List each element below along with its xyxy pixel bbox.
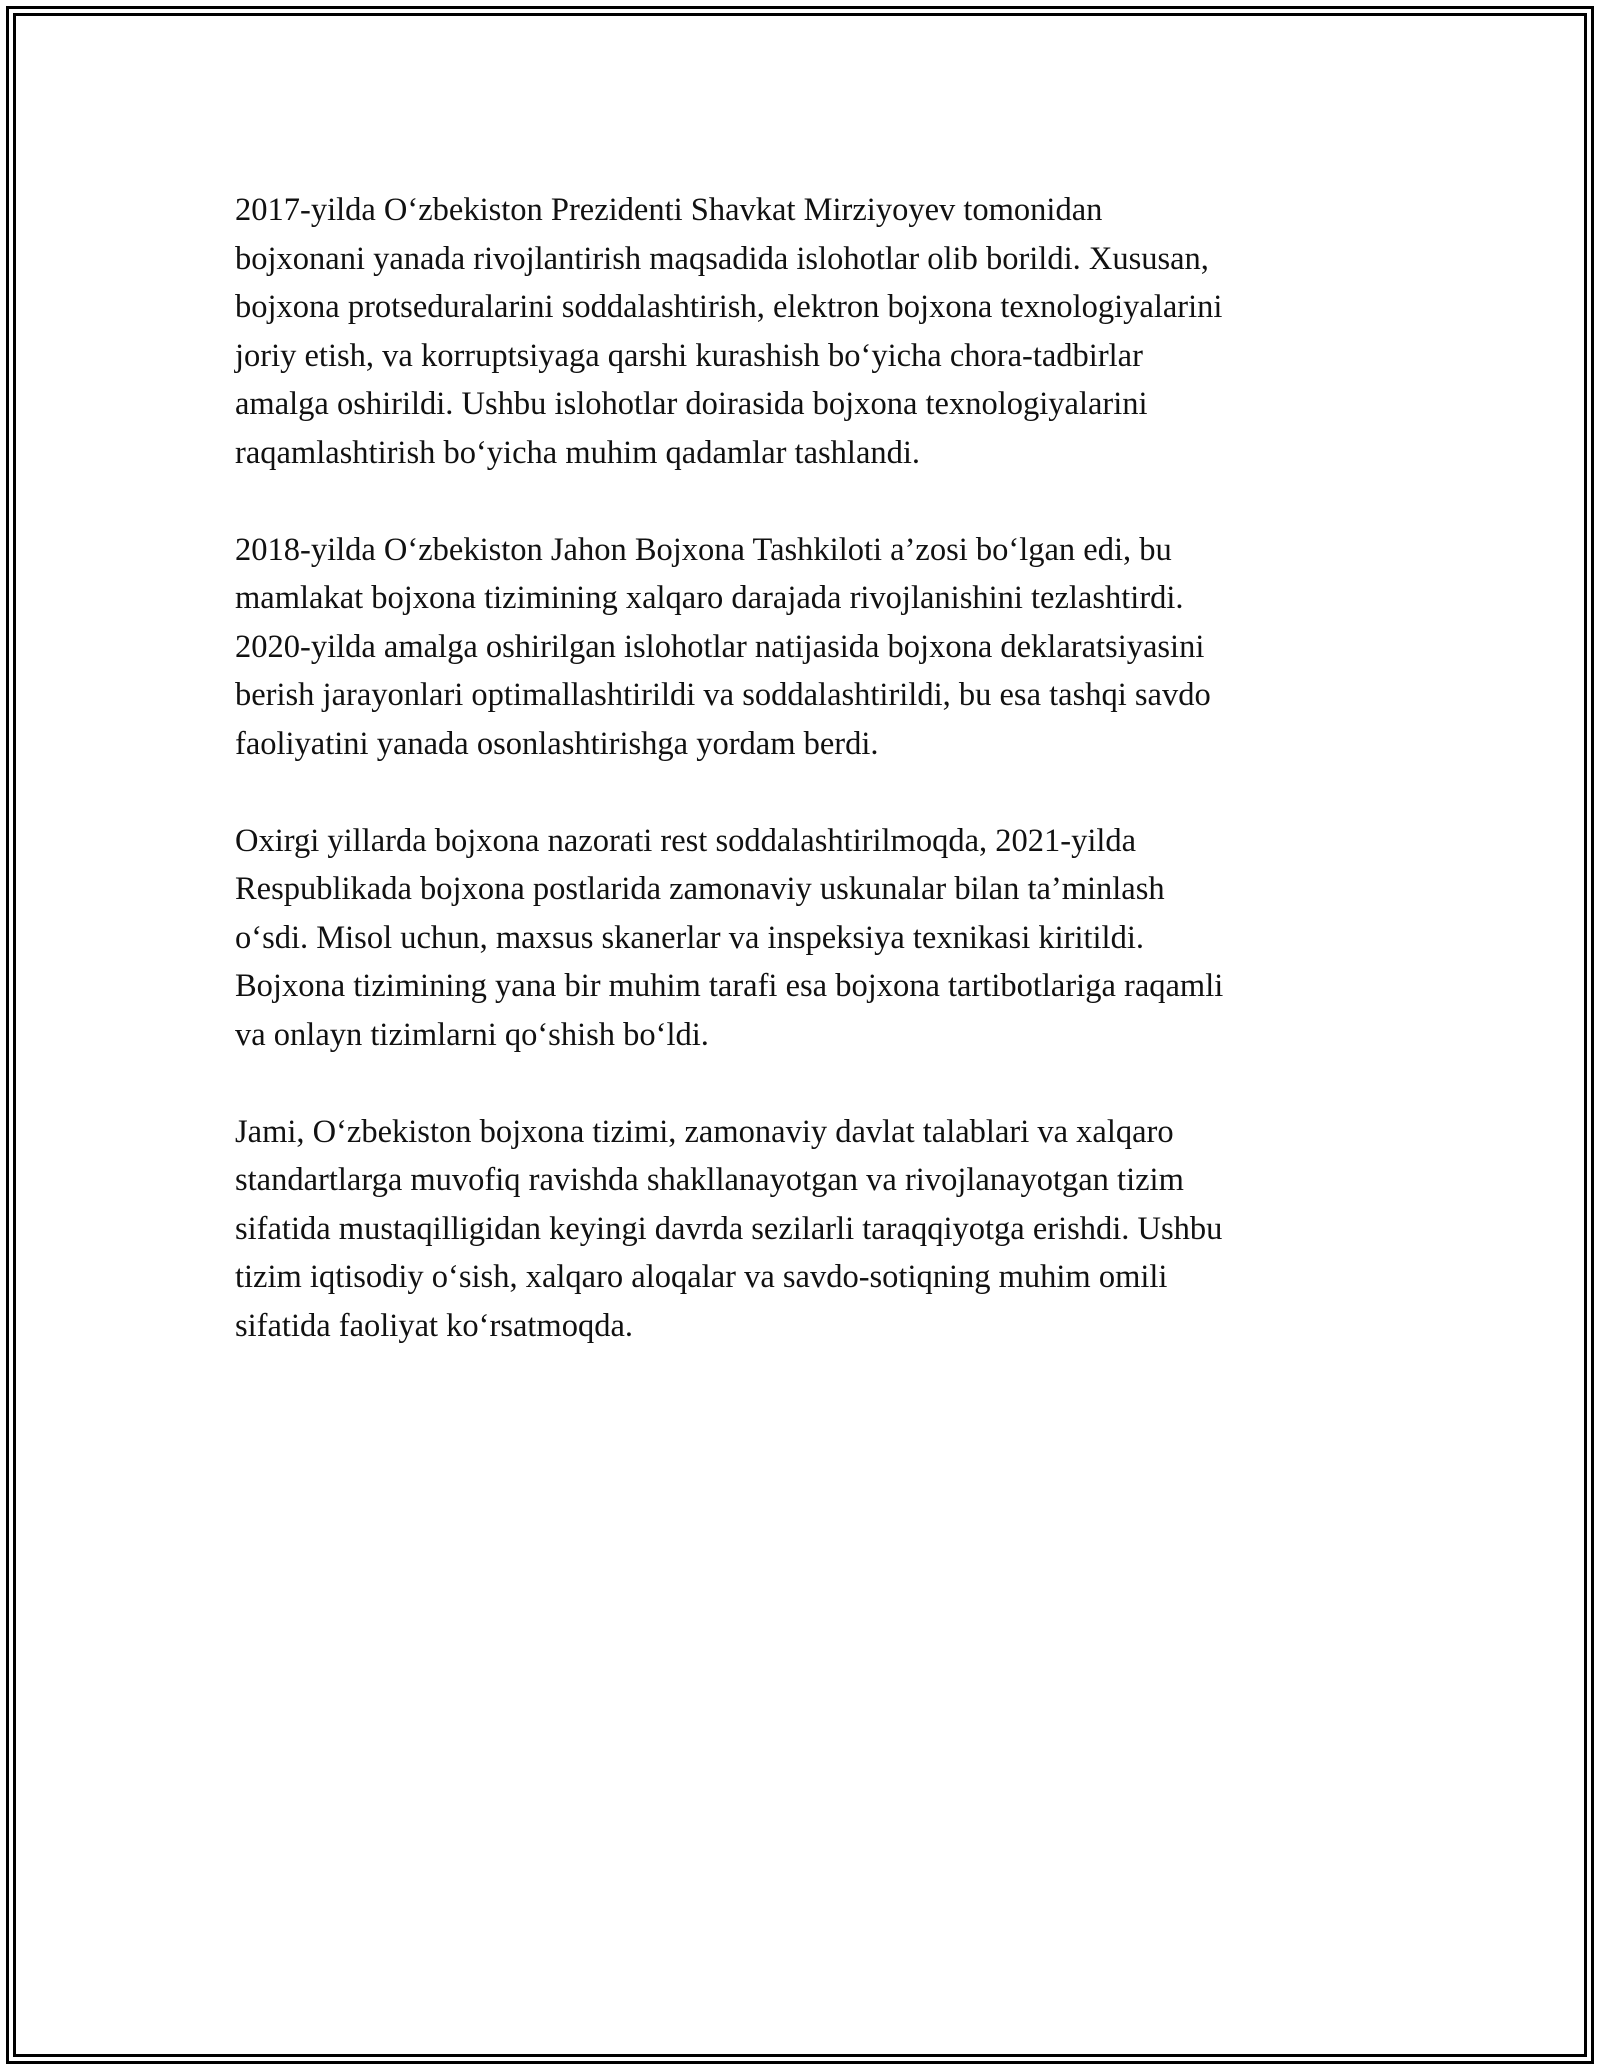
document-body <box>235 186 1365 1399</box>
paragraph-2: 2018-yilda O‘zbekiston Jahon Bojxona Tashkiloti a’zosi bo‘lgan edi, bu mamlakat bojxona tizimining xalqaro darajada rivojlanishini tezlashtirdi. 2020-yilda amalga oshirilgan islohotlar natijasida bojxona deklaratsiyasini berish jarayonlari optimallashtirildi va soddalashtirildi, bu esa tashqi savdo faoliyatini yanada osonlashtirishga yordam berdi. <box>235 531 1211 762</box>
paragraph-3: Oxirgi yillarda bojxona nazorati rest soddalashtirilmoqda, 2021-yilda Respublikada bojxona postlarida zamonaviy uskunalar bilan ta’minlash o‘sdi. Misol uchun, maxsus skanerlar va inspeksiya texnikasi kiritildi. Bojxona tizimining yana bir muhim tarafi esa bojxona tartibotlariga raqamli va onlayn tizimlarni qo‘shish bo‘ldi. <box>235 822 1224 1053</box>
paragraph-4: Jami, O‘zbekiston bojxona tizimi, zamonaviy davlat talablari va xalqaro standartlarga muvofiq ravishda shakllanayotgan va rivojlanayotgan tizim sifatida mustaqilligidan keyingi davrda sezilarli taraqqiyotga erishdi. Ushbu tizim iqtisodiy o‘sish, xalqaro aloqalar va savdo-sotiqning muhim omili sifatida faoliyat ko‘rsatmoqda. <box>235 1113 1223 1344</box>
paragraph-1: 2017-yilda O‘zbekiston Prezidenti Shavkat Mirziyoyev tomonidan bojxonani yanada rivojlantirish maqsadida islohotlar olib borildi. Xususan, bojxona protseduralarini soddalashtirish, elektron bojxona texnologiyalarini joriy etish, va korruptsiyaga qarshi kurashish bo‘yicha chora-tadbirlar amalga oshirildi. Ushbu islohotlar doirasida bojxona texnologiyalarini raqamlashtirish bo‘yicha muhim qadamlar tashlandi. <box>235 192 1223 471</box>
